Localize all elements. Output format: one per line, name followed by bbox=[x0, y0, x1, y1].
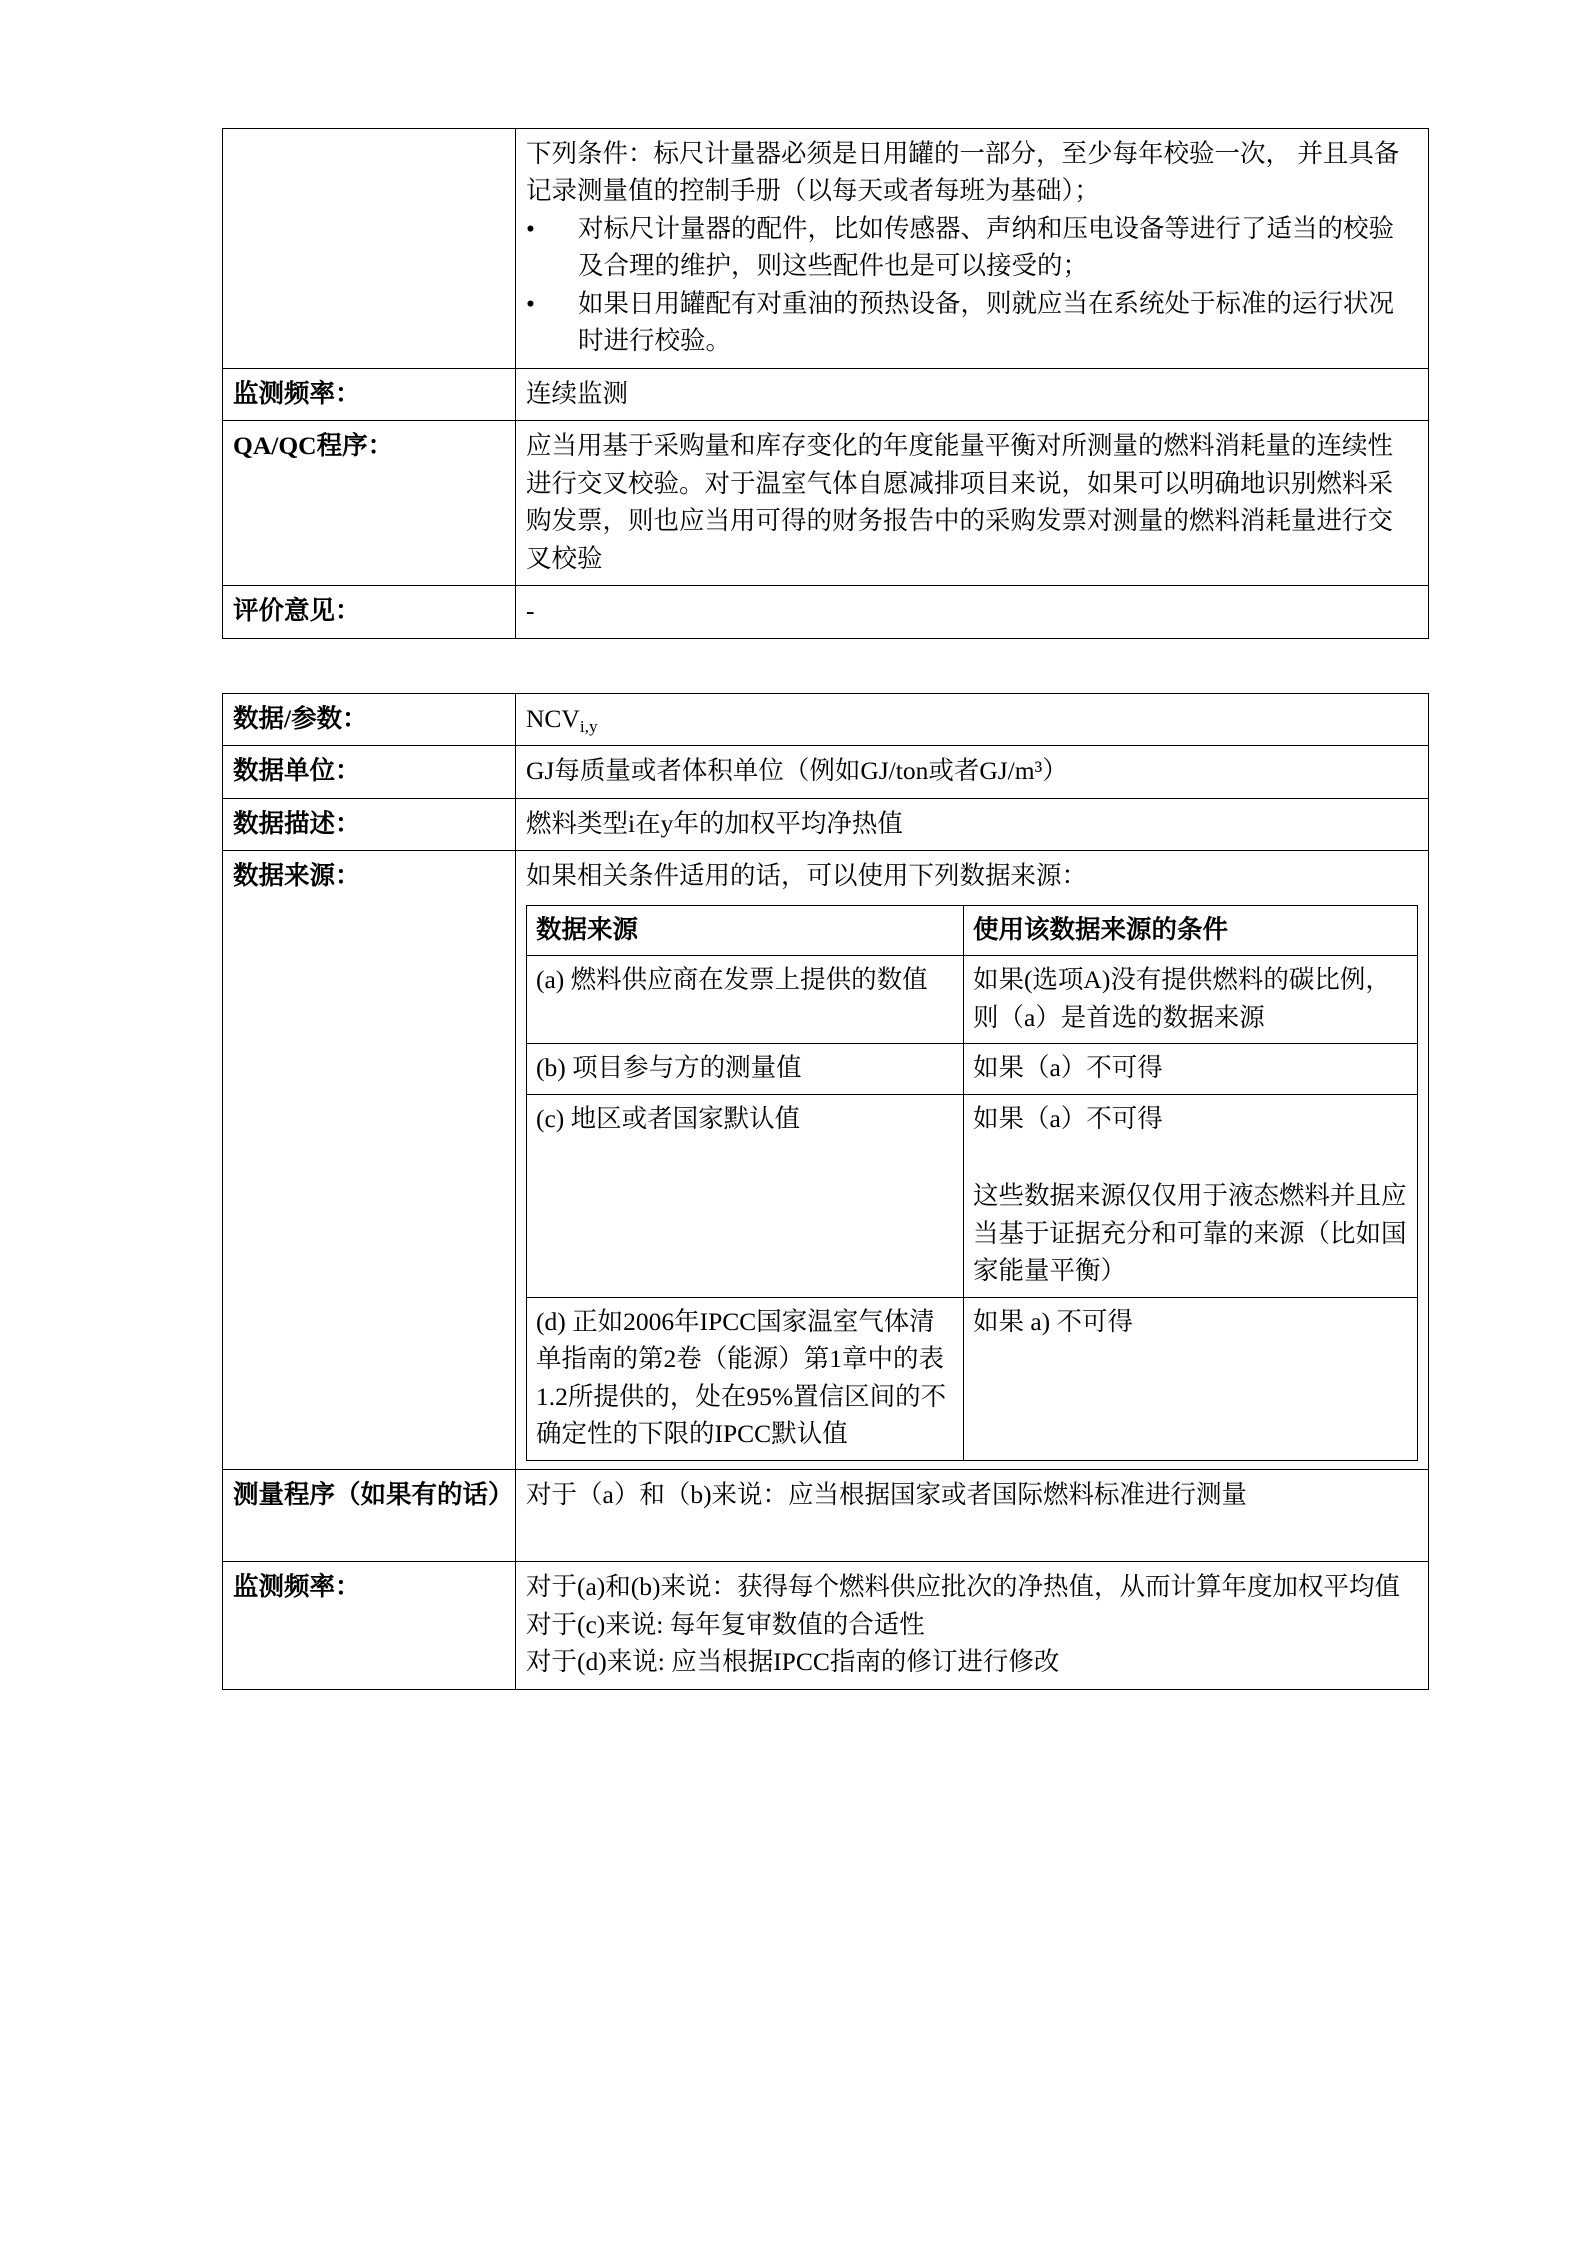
row-value-evaluation-comment: - bbox=[516, 586, 1429, 638]
row-label-monitoring-frequency-2: 监测频率： bbox=[223, 1562, 516, 1689]
row-value-data-description: 燃料类型i在y年的加权平均净热值 bbox=[516, 798, 1429, 850]
table-row bbox=[223, 851, 1429, 1469]
condition-cell-d: 如果 a) 不可得 bbox=[963, 1297, 1417, 1460]
parameter-subscript: i,y bbox=[579, 716, 598, 736]
source-cell-d: (d) 正如2006年IPCC国家温室气体清单指南的第2卷（能源）第1章中的表1.2所提供的，处在95%置信区间的不确定性的下限的IPCC默认值 bbox=[527, 1297, 964, 1460]
table-row bbox=[527, 1094, 1418, 1297]
bullet-text: 对标尺计量器的配件，比如传感器、声纳和压电设备等进行了适当的校验及合理的维护，则这些配件也是可以接受的； bbox=[578, 213, 1395, 281]
row-label-data-parameter: 数据/参数： bbox=[223, 693, 516, 745]
parameter-symbol: NCV bbox=[526, 703, 580, 733]
bullet-marker: • bbox=[526, 213, 535, 243]
row-label-evaluation-comment: 评价意见： bbox=[223, 586, 516, 638]
row-value-monitoring-frequency-2 bbox=[516, 1562, 1429, 1689]
table-row bbox=[223, 129, 1429, 369]
data-source-intro: 如果相关条件适用的话，可以使用下列数据来源： bbox=[526, 861, 1088, 891]
measurement-procedure-text: 对于（a）和（b)来说：应当根据国家或者国际燃料标准进行测量 bbox=[526, 1479, 1248, 1509]
table-row bbox=[223, 586, 1429, 638]
table-row bbox=[223, 1469, 1429, 1561]
row-value-continuation bbox=[516, 129, 1429, 369]
table-row bbox=[527, 1044, 1418, 1094]
row-value-data-unit: GJ每质量或者体积单位（例如GJ/ton或者GJ/m³） bbox=[516, 746, 1429, 798]
row-label-monitoring-frequency: 监测频率： bbox=[223, 368, 516, 420]
paragraph-conditions: 下列条件：标尺计量器必须是日用罐的一部分，至少每年校验一次， 并且具备记录测量值的控制手册（以每天或者每班为基础）； bbox=[526, 139, 1400, 206]
row-label-data-source: 数据来源： bbox=[223, 851, 516, 1469]
column-header-source: 数据来源 bbox=[527, 905, 964, 955]
source-cell-c: (c) 地区或者国家默认值 bbox=[527, 1094, 964, 1297]
monitoring-parameter-table-continued bbox=[222, 128, 1429, 639]
table-row bbox=[223, 368, 1429, 420]
row-label-data-description: 数据描述： bbox=[223, 798, 516, 850]
row-value-qa-qc: 应当用基于采购量和库存变化的年度能量平衡对所测量的燃料消耗量的连续性进行交叉校验。对于温室气体自愿减排项目来说，如果可以明确地识别燃料采购发票，则也应当用可得的财务报告中的采购发票对测量的燃料消耗量进行交叉校验 bbox=[516, 421, 1429, 586]
row-label-measurement-procedure: 测量程序（如果有的话） bbox=[223, 1469, 516, 1561]
table-row bbox=[223, 746, 1429, 798]
row-value-monitoring-frequency: 连续监测 bbox=[516, 368, 1429, 420]
condition-c-line1: 如果（a）不可得 bbox=[972, 1103, 1163, 1133]
table-row bbox=[223, 798, 1429, 850]
bullet-item bbox=[526, 285, 1418, 360]
row-label-data-unit: 数据单位： bbox=[223, 746, 516, 798]
table-row bbox=[527, 956, 1418, 1044]
monitoring-parameter-table-ncv bbox=[222, 693, 1429, 1690]
source-cell-a: (a) 燃料供应商在发票上提供的数值 bbox=[527, 956, 964, 1044]
frequency-line-c: 对于(c)来说: 每年复审数值的合适性 bbox=[526, 1609, 925, 1639]
row-label-qa-qc: QA/QC程序： bbox=[223, 421, 516, 586]
measurement-procedure-spacer bbox=[526, 1513, 1418, 1553]
condition-cell-a: 如果(选项A)没有提供燃料的碳比例，则（a）是首选的数据来源 bbox=[963, 956, 1417, 1044]
table-row bbox=[223, 421, 1429, 586]
table-row bbox=[223, 693, 1429, 745]
bullet-marker: • bbox=[526, 288, 535, 318]
frequency-line-a-b: 对于(a)和(b)来说：获得每个燃料供应批次的净热值，从而计算年度加权平均值 bbox=[526, 1572, 1401, 1602]
bullet-item bbox=[526, 210, 1418, 285]
data-source-table bbox=[526, 905, 1418, 1461]
condition-cell-b: 如果（a）不可得 bbox=[963, 1044, 1417, 1094]
frequency-line-d: 对于(d)来说: 应当根据IPCC指南的修订进行修改 bbox=[526, 1647, 1060, 1677]
row-value-data-parameter bbox=[516, 693, 1429, 745]
row-value-measurement-procedure bbox=[516, 1469, 1429, 1561]
row-label-continuation bbox=[223, 129, 516, 369]
source-cell-b: (b) 项目参与方的测量值 bbox=[527, 1044, 964, 1094]
condition-c-line2: 这些数据来源仅仅用于液态燃料并且应当基于证据充分和可靠的来源（比如国家能量平衡） bbox=[972, 1181, 1407, 1286]
column-header-condition: 使用该数据来源的条件 bbox=[963, 905, 1417, 955]
table-row bbox=[527, 1297, 1418, 1460]
bullet-text: 如果日用罐配有对重油的预热设备，则就应当在系统处于标准的运行状况时进行校验。 bbox=[578, 288, 1395, 356]
condition-c-spacer bbox=[973, 1137, 1408, 1177]
condition-cell-c bbox=[963, 1094, 1417, 1297]
table-spacer bbox=[222, 639, 1388, 693]
table-header-row bbox=[527, 905, 1418, 955]
row-value-data-source bbox=[516, 851, 1429, 1469]
table-row bbox=[223, 1562, 1429, 1689]
